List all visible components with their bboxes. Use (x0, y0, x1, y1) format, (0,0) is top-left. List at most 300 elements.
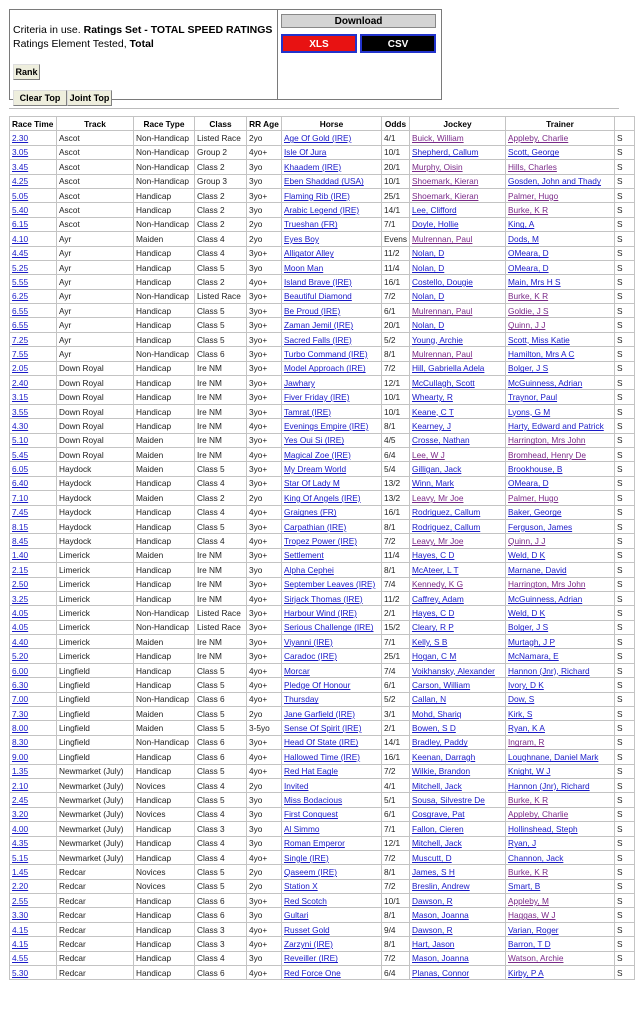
link-jockey[interactable]: Lee, Clifford (412, 205, 457, 216)
link-trainer[interactable]: McNamara, E (508, 651, 559, 662)
link-race-time[interactable]: 2.40 (12, 377, 29, 388)
link-horse[interactable]: Tropez Power (IRE) (284, 536, 357, 547)
link-jockey[interactable]: Murphy, Oisin (412, 161, 463, 172)
link-race-time[interactable]: 6.25 (12, 291, 29, 302)
joint-top-button[interactable]: Joint Top (67, 90, 112, 106)
link-horse[interactable]: Red Scotch (284, 895, 327, 906)
link-trainer[interactable]: Appleby, Charlie (508, 809, 569, 820)
link-trainer[interactable]: Quinn, J J (508, 536, 546, 547)
link-horse[interactable]: Zarzyni (IRE) (284, 938, 333, 949)
link-race-time[interactable]: 8.00 (12, 723, 29, 734)
link-horse[interactable]: Hallowed Time (IRE) (284, 751, 361, 762)
link-jockey[interactable]: Nolan, D (412, 248, 445, 259)
link-horse[interactable]: Khaadem (IRE) (284, 161, 342, 172)
link-jockey[interactable]: Shepherd, Callum (412, 147, 479, 158)
cell-race-type: Handicap (134, 203, 195, 217)
link-race-time[interactable]: 5.40 (12, 205, 29, 216)
link-horse[interactable]: Evenings Empire (IRE) (284, 420, 369, 431)
cell-class: Class 4 (195, 850, 247, 864)
cell-track: Newmarket (July) (57, 778, 134, 792)
link-horse[interactable]: First Conquest (284, 809, 338, 820)
link-race-time[interactable]: 4.35 (12, 838, 29, 849)
link-horse[interactable]: Harbour Wind (IRE) (284, 607, 357, 618)
link-jockey[interactable]: Cleary, R P (412, 622, 454, 633)
link-jockey[interactable]: Dawson, R (412, 924, 453, 935)
link-horse[interactable]: Yes Oui Si (IRE) (284, 435, 345, 446)
link-trainer[interactable]: OMeara, D (508, 478, 549, 489)
link-jockey[interactable]: Whearty, R (412, 392, 453, 403)
xls-download-button[interactable]: XLS (281, 34, 357, 53)
link-jockey[interactable]: Leavy, Mr Joe (412, 536, 464, 547)
link-jockey[interactable]: Costello, Dougie (412, 276, 473, 287)
link-horse[interactable]: Beautiful Diamond (284, 291, 352, 302)
link-race-time[interactable]: 4.05 (12, 607, 29, 618)
link-jockey[interactable]: Kearney, J (412, 420, 452, 431)
link-race-time[interactable]: 7.30 (12, 708, 29, 719)
link-horse[interactable]: Island Brave (IRE) (284, 276, 352, 287)
link-trainer[interactable]: Loughnane, Daniel Mark (508, 751, 599, 762)
table-row (10, 203, 635, 217)
link-trainer[interactable]: Harty, Edward and Patrick (508, 420, 604, 431)
link-horse[interactable]: Miss Bodacious (284, 795, 343, 806)
link-jockey[interactable]: Keenan, Darragh (412, 751, 476, 762)
link-horse[interactable]: Model Approach (IRE) (284, 363, 366, 374)
link-trainer[interactable]: Traynor, Paul (508, 392, 558, 403)
link-trainer[interactable]: Hannon (Jnr), Richard (508, 780, 590, 791)
link-race-time[interactable]: 4.30 (12, 420, 29, 431)
link-horse[interactable]: Star Of Lady M (284, 478, 340, 489)
col-header-jockey[interactable]: Jockey (410, 117, 506, 131)
cell-odds: 5/1 (382, 793, 410, 807)
cell-class: Listed Race (195, 606, 247, 620)
link-jockey[interactable]: Nolan, D (412, 320, 445, 331)
cell-track: Limerick (57, 635, 134, 649)
link-horse[interactable]: Magical Zoe (IRE) (284, 449, 351, 460)
link-race-time[interactable]: 5.25 (12, 262, 29, 273)
link-jockey[interactable]: Mohd, Shariq (412, 708, 462, 719)
cell-odds: 13/2 (382, 491, 410, 505)
cell-race-time (10, 318, 57, 332)
col-header-class[interactable]: Class (195, 117, 247, 131)
link-trainer[interactable]: Scott, Miss Katie (508, 334, 570, 345)
link-trainer[interactable]: Scott, George (508, 147, 560, 158)
link-horse[interactable]: Jane Garfield (IRE) (284, 708, 356, 719)
link-horse[interactable]: Settlement (284, 550, 324, 561)
link-trainer[interactable]: Ryan, J (508, 838, 537, 849)
link-race-time[interactable]: 2.55 (12, 895, 29, 906)
link-race-time[interactable]: 5.30 (12, 967, 29, 978)
link-trainer[interactable]: Ryan, K A (508, 723, 545, 734)
link-horse[interactable]: Alligator Alley (284, 248, 334, 259)
link-trainer[interactable]: Palmer, Hugo (508, 492, 559, 503)
link-jockey[interactable]: Rodriguez, Callum (412, 507, 481, 518)
link-trainer[interactable]: Ivory, D K (508, 679, 544, 690)
link-race-time[interactable]: 8.30 (12, 737, 29, 748)
link-race-time[interactable]: 8.45 (12, 536, 29, 547)
link-race-time[interactable]: 5.45 (12, 449, 29, 460)
link-horse[interactable]: Pledge Of Honour (284, 679, 351, 690)
table-row (10, 937, 635, 951)
link-jockey[interactable]: Cosgrave, Pat (412, 809, 465, 820)
col-header-rr-age[interactable]: RR Age (247, 117, 282, 131)
link-trainer[interactable]: Baker, George (508, 507, 562, 518)
link-jockey[interactable]: Planas, Connor (412, 967, 470, 978)
link-trainer[interactable]: Knight, W J (508, 766, 551, 777)
cell-class: Class 2 (195, 188, 247, 202)
link-horse[interactable]: Fiver Friday (IRE) (284, 392, 350, 403)
link-horse[interactable]: Carpathian (IRE) (284, 521, 347, 532)
link-horse[interactable]: Invited (284, 780, 309, 791)
cell-odds: 5/2 (382, 332, 410, 346)
link-trainer[interactable]: Weld, D K (508, 550, 546, 561)
link-race-time[interactable]: 5.15 (12, 852, 29, 863)
link-trainer[interactable]: Harrington, Mrs John (508, 579, 586, 590)
link-horse[interactable]: Tamrat (IRE) (284, 406, 332, 417)
col-header-race-time[interactable]: Race Time (10, 117, 57, 131)
link-horse[interactable]: King Of Angels (IRE) (284, 492, 361, 503)
link-horse[interactable]: Isle Of Jura (284, 147, 327, 158)
link-race-time[interactable]: 6.55 (12, 305, 29, 316)
link-horse[interactable]: Qaseem (IRE) (284, 867, 338, 877)
link-horse[interactable]: Trueshan (FR) (284, 219, 338, 230)
link-race-time[interactable]: 4.15 (12, 924, 29, 935)
link-horse[interactable]: My Dream World (284, 464, 347, 475)
cell-horse (282, 894, 382, 908)
link-trainer[interactable]: Hills, Charles (508, 161, 557, 172)
link-race-time[interactable]: 4.15 (12, 938, 29, 949)
cell-race-type: Maiden (134, 447, 195, 461)
link-race-time[interactable]: 4.10 (12, 233, 29, 244)
link-horse[interactable]: Thursday (284, 694, 319, 705)
link-race-time[interactable]: 1.40 (12, 550, 29, 561)
link-horse[interactable]: Turbo Command (IRE) (284, 348, 368, 359)
link-race-time[interactable]: 7.25 (12, 334, 29, 345)
link-trainer[interactable]: Goldie, J S (508, 305, 549, 316)
link-horse[interactable]: Morcar (284, 665, 310, 676)
link-race-time[interactable]: 3.45 (12, 161, 29, 172)
link-horse[interactable]: Moon Man (284, 262, 324, 273)
link-horse[interactable]: Sirjack Thomas (IRE) (284, 593, 363, 604)
link-horse[interactable]: Flaming Rib (IRE) (284, 190, 350, 201)
cell-extra: S (615, 620, 635, 634)
link-jockey[interactable]: Bradley, Paddy (412, 737, 468, 748)
link-trainer[interactable]: Ferguson, James (508, 521, 573, 532)
link-jockey[interactable]: Lee, W J (412, 449, 445, 460)
cell-trainer (506, 879, 615, 893)
cell-race-time (10, 793, 57, 807)
cell-trainer (506, 735, 615, 749)
cell-class: Listed Race (195, 289, 247, 303)
link-race-time[interactable]: 7.00 (12, 694, 29, 705)
link-trainer[interactable]: Appleby, Charlie (508, 133, 569, 144)
link-horse[interactable]: Russet Gold (284, 924, 330, 935)
link-race-time[interactable]: 4.00 (12, 823, 29, 834)
link-race-time[interactable]: 4.25 (12, 176, 29, 187)
link-jockey[interactable]: Muscutt, D (412, 852, 452, 863)
link-jockey[interactable]: Mason, Joanna (412, 910, 469, 921)
cell-class: Ire NM (195, 447, 247, 461)
rank-button[interactable]: Rank (13, 64, 40, 80)
link-trainer[interactable]: Gosden, John and Thady (508, 176, 602, 187)
cell-extra: S (615, 361, 635, 375)
link-horse[interactable]: Eyes Boy (284, 233, 320, 244)
link-horse[interactable]: Graignes (FR) (284, 507, 337, 518)
link-horse[interactable]: Single (IRE) (284, 852, 329, 863)
cell-track: Haydock (57, 534, 134, 548)
cell-horse (282, 865, 382, 879)
link-jockey[interactable]: Leavy, Mr Joe (412, 492, 464, 503)
link-horse[interactable]: Sacred Falls (IRE) (284, 334, 352, 345)
link-race-time[interactable]: 6.40 (12, 478, 29, 489)
link-trainer[interactable]: Varian, Roger (508, 924, 559, 935)
link-trainer[interactable]: Hannon (Jnr), Richard (508, 665, 590, 676)
link-trainer[interactable]: Haggas, W J (508, 910, 556, 921)
link-race-time[interactable]: 5.05 (12, 190, 29, 201)
link-trainer[interactable]: Channon, Jack (508, 852, 564, 863)
link-horse[interactable]: Caradoc (IRE) (284, 651, 338, 662)
link-race-time[interactable]: 3.55 (12, 406, 29, 417)
link-race-time[interactable]: 6.00 (12, 665, 29, 676)
link-trainer[interactable]: Main, Mrs H S (508, 276, 561, 287)
link-trainer[interactable]: King, A (508, 219, 535, 230)
link-jockey[interactable]: Hill, Gabriella Adela (412, 363, 485, 374)
link-race-time[interactable]: 6.15 (12, 219, 29, 230)
link-horse[interactable]: Roman Emperor (284, 838, 345, 849)
link-jockey[interactable]: Kennedy, K G (412, 579, 464, 590)
link-trainer[interactable]: Kirby, P A (508, 967, 544, 978)
link-race-time[interactable]: 6.30 (12, 679, 29, 690)
link-race-time[interactable]: 2.10 (12, 780, 29, 791)
cell-extra: S (615, 692, 635, 706)
link-trainer[interactable]: Appleby, M (508, 895, 549, 906)
link-trainer[interactable]: Watson, Archie (508, 953, 564, 964)
link-trainer[interactable]: Dow, S (508, 694, 535, 705)
cell-race-type: Maiden (134, 462, 195, 476)
link-race-time[interactable]: 5.20 (12, 651, 29, 662)
link-horse[interactable]: Age Of Gold (IRE) (284, 133, 352, 144)
link-trainer[interactable]: Lyons, G M (508, 406, 551, 417)
cell-rr-age: 2yo (247, 232, 282, 246)
link-race-time[interactable]: 5.10 (12, 435, 29, 446)
link-trainer[interactable]: Harrington, Mrs John (508, 435, 586, 446)
cell-race-type: Novices (134, 807, 195, 821)
cell-trainer (506, 246, 615, 260)
link-jockey[interactable]: Nolan, D (412, 291, 445, 302)
csv-download-button[interactable]: CSV (360, 34, 436, 53)
link-horse[interactable]: Alpha Cephei (284, 564, 334, 575)
link-race-time[interactable]: 9.00 (12, 751, 29, 762)
link-race-time[interactable]: 4.05 (12, 622, 29, 633)
link-jockey[interactable]: Mitchell, Jack (412, 780, 462, 791)
link-race-time[interactable]: 3.05 (12, 147, 29, 158)
link-jockey[interactable]: Mulrennan, Paul (412, 305, 473, 316)
link-jockey[interactable]: Rodriguez, Callum (412, 521, 481, 532)
link-horse[interactable]: Arabic Legend (IRE) (284, 205, 360, 216)
link-horse[interactable]: Eben Shaddad (USA) (284, 176, 364, 187)
link-horse[interactable]: Al Simmo (284, 823, 320, 834)
link-jockey[interactable]: Breslin, Andrew (412, 881, 470, 892)
link-trainer[interactable]: Brookhouse, B (508, 464, 563, 475)
link-race-time[interactable]: 6.05 (12, 464, 29, 475)
cell-horse (282, 577, 382, 591)
cell-extra: S (615, 678, 635, 692)
link-race-time[interactable]: 8.15 (12, 521, 29, 532)
link-jockey[interactable]: Kelly, S B (412, 636, 448, 647)
table-row (10, 966, 635, 980)
cell-trainer (506, 966, 615, 980)
cell-horse (282, 778, 382, 792)
link-race-time[interactable]: 4.45 (12, 248, 29, 259)
link-trainer[interactable]: McGuinness, Adrian (508, 593, 583, 604)
link-trainer[interactable]: Murtagh, J P (508, 636, 556, 647)
cell-class: Class 4 (195, 534, 247, 548)
table-row (10, 289, 635, 303)
link-horse[interactable]: Gultari (284, 910, 309, 921)
link-jockey[interactable]: James, S H (412, 867, 455, 877)
link-trainer[interactable]: Palmer, Hugo (508, 190, 559, 201)
link-horse[interactable]: Head Of State (IRE) (284, 737, 359, 748)
link-jockey[interactable]: Shoemark, Kieran (412, 176, 479, 187)
link-race-time[interactable]: 6.55 (12, 320, 29, 331)
link-trainer[interactable]: Barron, T D (508, 938, 551, 949)
link-jockey[interactable]: Hayes, C D (412, 550, 455, 561)
link-trainer[interactable]: Quinn, J J (508, 320, 546, 331)
link-trainer[interactable]: Smart, B (508, 881, 541, 892)
link-jockey[interactable]: Hayes, C D (412, 607, 455, 618)
link-race-time[interactable]: 3.20 (12, 809, 29, 820)
link-horse[interactable]: Reveiller (IRE) (284, 953, 338, 964)
cell-class: Class 4 (195, 836, 247, 850)
cell-jockey (410, 491, 506, 505)
cell-jockey (410, 850, 506, 864)
link-race-time[interactable]: 3.15 (12, 392, 29, 403)
cell-class: Class 5 (195, 721, 247, 735)
cell-race-time (10, 620, 57, 634)
link-jockey[interactable]: Sousa, Silvestre De (412, 795, 485, 806)
link-jockey[interactable]: Gilligan, Jack (412, 464, 462, 475)
link-jockey[interactable]: Mitchell, Jack (412, 838, 462, 849)
link-jockey[interactable]: Wilkie, Brandon (412, 766, 471, 777)
link-jockey[interactable]: McAteer, L T (412, 564, 459, 575)
link-horse[interactable]: Sense Of Spirit (IRE) (284, 723, 362, 734)
link-jockey[interactable]: Keane, C T (412, 406, 454, 417)
link-trainer[interactable]: Bolger, J S (508, 622, 549, 633)
link-trainer[interactable]: OMeara, D (508, 248, 549, 259)
link-horse[interactable]: Red Force One (284, 967, 341, 978)
link-trainer[interactable]: Burke, K R (508, 795, 549, 806)
clear-top-button[interactable]: Clear Top (13, 90, 67, 106)
link-race-time[interactable]: 2.05 (12, 363, 29, 374)
link-horse[interactable]: Be Proud (IRE) (284, 305, 341, 316)
link-jockey[interactable]: Callan, N (412, 694, 447, 705)
link-jockey[interactable]: Dawson, R (412, 895, 453, 906)
link-trainer[interactable]: Bolger, J S (508, 363, 549, 374)
link-trainer[interactable]: Kirk, S (508, 708, 533, 719)
link-race-time[interactable]: 2.20 (12, 881, 29, 892)
link-race-time[interactable]: 7.55 (12, 348, 29, 359)
link-race-time[interactable]: 2.50 (12, 579, 29, 590)
link-race-time[interactable]: 4.55 (12, 953, 29, 964)
cell-odds: 4/1 (382, 131, 410, 145)
link-jockey[interactable]: Doyle, Hollie (412, 219, 459, 230)
link-horse[interactable]: Jawhary (284, 377, 315, 388)
link-jockey[interactable]: Caffrey, Adam (412, 593, 464, 604)
link-trainer[interactable]: McGuinness, Adrian (508, 377, 583, 388)
link-race-time[interactable]: 2.45 (12, 795, 29, 806)
col-header-trainer[interactable]: Trainer (506, 117, 615, 131)
col-header-odds[interactable]: Odds (382, 117, 410, 131)
link-trainer[interactable]: Hollinshead, Steph (508, 823, 578, 834)
link-race-time[interactable]: 1.45 (12, 867, 29, 877)
link-trainer[interactable]: Burke, K R (508, 291, 549, 302)
link-jockey[interactable]: Mulrennan, Paul (412, 233, 473, 244)
link-race-time[interactable]: 5.55 (12, 276, 29, 287)
link-race-time[interactable]: 3.25 (12, 593, 29, 604)
cell-track: Lingfield (57, 678, 134, 692)
link-trainer[interactable]: Weld, D K (508, 607, 546, 618)
col-header-race-type[interactable]: Race Type (134, 117, 195, 131)
link-race-time[interactable]: 4.40 (12, 636, 29, 647)
link-trainer[interactable]: Hamilton, Mrs A C (508, 348, 575, 359)
link-trainer[interactable]: Marnane, David (508, 564, 567, 575)
link-trainer[interactable]: Dods, M (508, 233, 539, 244)
link-race-time[interactable]: 2.15 (12, 564, 29, 575)
link-jockey[interactable]: Mulrennan, Paul (412, 348, 473, 359)
link-jockey[interactable]: Buick, William (412, 133, 464, 144)
link-jockey[interactable]: Fallon, Cieren (412, 823, 464, 834)
link-jockey[interactable]: Carson, William (412, 679, 471, 690)
cell-rr-age: 4yo+ (247, 145, 282, 159)
link-trainer[interactable]: Burke, K R (508, 205, 549, 216)
link-jockey[interactable]: Nolan, D (412, 262, 445, 273)
link-trainer[interactable]: Ingram, R (508, 737, 545, 748)
cell-race-time (10, 966, 57, 980)
col-header-track[interactable]: Track (57, 117, 134, 131)
link-jockey[interactable]: Young, Archie (412, 334, 463, 345)
link-race-time[interactable]: 7.10 (12, 492, 29, 503)
col-header-horse[interactable]: Horse (282, 117, 382, 131)
link-trainer[interactable]: Bromhead, Henry De (508, 449, 586, 460)
link-jockey[interactable]: Crosse, Nathan (412, 435, 470, 446)
link-horse[interactable]: Station X (284, 881, 318, 892)
link-jockey[interactable]: Mason, Joanna (412, 953, 469, 964)
link-jockey[interactable]: Winn, Mark (412, 478, 454, 489)
link-race-time[interactable]: 7.45 (12, 507, 29, 518)
cell-horse (282, 966, 382, 980)
link-horse[interactable]: September Leaves (IRE) (284, 579, 376, 590)
cell-horse (282, 174, 382, 188)
link-jockey[interactable]: Bowen, S D (412, 723, 456, 734)
cell-rr-age: 3yo+ (247, 347, 282, 361)
link-jockey[interactable]: Voikhansky, Alexander (412, 665, 495, 676)
link-race-time[interactable]: 2.30 (12, 133, 29, 144)
link-race-time[interactable]: 3.30 (12, 910, 29, 921)
link-trainer[interactable]: OMeara, D (508, 262, 549, 273)
cell-rr-age: 3yo+ (247, 390, 282, 404)
cell-odds: 9/4 (382, 922, 410, 936)
cell-class: Ire NM (195, 577, 247, 591)
link-race-time[interactable]: 1.35 (12, 766, 29, 777)
link-horse[interactable]: Zaman Jemil (IRE) (284, 320, 354, 331)
link-horse[interactable]: Red Hat Eagle (284, 766, 338, 777)
link-trainer[interactable]: Burke, K R (508, 867, 549, 877)
link-horse[interactable]: Serious Challenge (IRE) (284, 622, 374, 633)
link-jockey[interactable]: Hogan, C M (412, 651, 457, 662)
link-jockey[interactable]: McCullagh, Scott (412, 377, 475, 388)
link-jockey[interactable]: Shoemark, Kieran (412, 190, 479, 201)
link-jockey[interactable]: Hart, Jason (412, 938, 455, 949)
link-horse[interactable]: Viyanni (IRE) (284, 636, 333, 647)
